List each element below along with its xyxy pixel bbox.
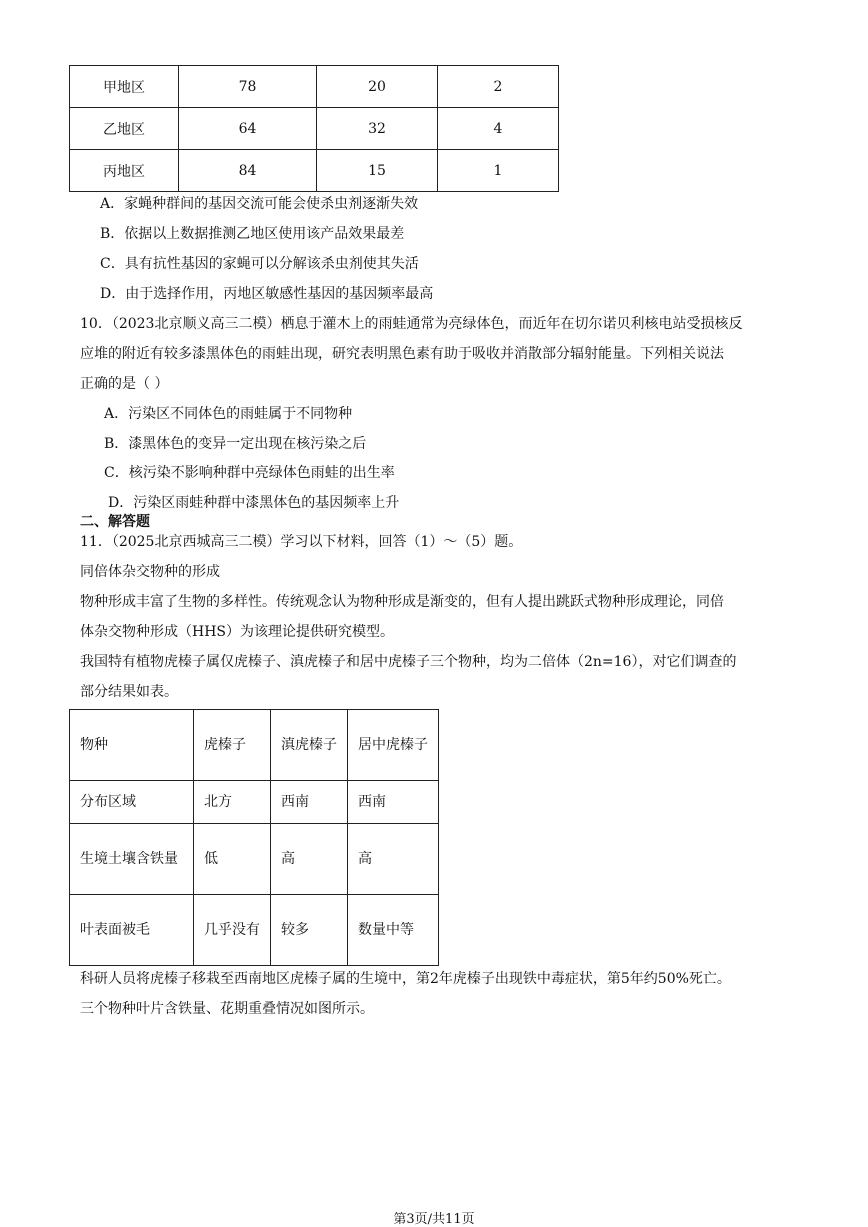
- material-paragraph-line: 三个物种叶片含铁量、花期重叠情况如图所示。: [80, 1001, 374, 1017]
- table-cell: 2: [438, 66, 559, 108]
- table-cell: 生境土壤含铁量: [70, 824, 194, 895]
- table-cell: 64: [179, 108, 317, 150]
- page-number: 第3页/共11页: [393, 1212, 475, 1227]
- table-row: [70, 66, 559, 108]
- table-cell: 20: [317, 66, 438, 108]
- table-cell: 低: [194, 824, 271, 895]
- q9-option-b: B．依据以上数据推测乙地区使用该产品效果最差: [100, 226, 405, 242]
- table-cell: 较多: [271, 895, 348, 966]
- material-paragraph-line: 部分结果如表。: [80, 684, 178, 700]
- species-table: [69, 709, 439, 966]
- table-cell: 丙地区: [70, 150, 179, 192]
- table-row: [70, 781, 439, 824]
- table-cell: 78: [179, 66, 317, 108]
- table-cell: 分布区域: [70, 781, 194, 824]
- table-cell: 虎榛子: [194, 710, 271, 781]
- table-cell: 北方: [194, 781, 271, 824]
- material-paragraph-line: 物种形成丰富了生物的多样性。传统观念认为物种形成是渐变的，但有人提出跳跃式物种形成理论，同倍: [80, 594, 724, 610]
- data-table-top: [69, 65, 559, 192]
- table-cell: 1: [438, 150, 559, 192]
- material-paragraph-line: 体杂交物种形成（HHS）为该理论提供研究模型。: [80, 624, 395, 640]
- table-cell: 高: [271, 824, 348, 895]
- table-cell: 滇虎榛子: [271, 710, 348, 781]
- table-row: [70, 150, 559, 192]
- table-cell: 叶表面被毛: [70, 895, 194, 966]
- table-cell: 居中虎榛子: [348, 710, 439, 781]
- q11-stem: 11．（2025北京西城高三二模）学习以下材料，回答（1）～（5）题。: [80, 534, 523, 550]
- table-cell: 32: [317, 108, 438, 150]
- table-cell: 15: [317, 150, 438, 192]
- table-cell: 物种: [70, 710, 194, 781]
- q9-option-a: A．家蝇种群间的基因交流可能会使杀虫剂逐渐失效: [100, 196, 419, 212]
- table-row: [70, 710, 439, 781]
- table-cell: 西南: [271, 781, 348, 824]
- q9-option-c: C．具有抗性基因的家蝇可以分解该杀虫剂使其失活: [100, 256, 419, 272]
- table-row: [70, 824, 439, 895]
- q10-stem-line: 应堆的附近有较多漆黑体色的雨蛙出现，研究表明黑色素有助于吸收并消散部分辐射能量。下列相关说法: [80, 346, 724, 362]
- q10-option-b: B．漆黑体色的变异一定出现在核污染之后: [104, 436, 367, 452]
- q10-stem-line: 正确的是（ ）: [80, 376, 169, 392]
- material-paragraph-line: 我国特有植物虎榛子属仅虎榛子、滇虎榛子和居中虎榛子三个物种，均为二倍体（2n=16），对它们调查的: [80, 654, 737, 670]
- material-paragraph-line: 科研人员将虎榛子移栽至西南地区虎榛子属的生境中，第2年虎榛子出现铁中毒症状，第5年约50%死亡。: [80, 971, 731, 987]
- q10-stem-line: 10．（2023北京顺义高三二模）栖息于灌木上的雨蛙通常为亮绿体色，而近年在切尔诺贝利核电站受损核反: [80, 316, 743, 332]
- table-cell: 甲地区: [70, 66, 179, 108]
- table-cell: 西南: [348, 781, 439, 824]
- q10-option-c: C．核污染不影响种群中亮绿体色雨蛙的出生率: [104, 465, 395, 481]
- material-title: 同倍体杂交物种的形成: [80, 564, 220, 580]
- q9-option-d: D．由于选择作用，丙地区敏感性基因的基因频率最高: [100, 286, 434, 302]
- table-cell: 高: [348, 824, 439, 895]
- q10-option-a: A．污染区不同体色的雨蛙属于不同物种: [104, 406, 353, 422]
- table-cell: 4: [438, 108, 559, 150]
- section-title: 二、解答题: [80, 514, 150, 530]
- table-row: [70, 108, 559, 150]
- q10-option-d: D．污染区雨蛙种群中漆黑体色的基因频率上升: [108, 495, 400, 511]
- table-cell: 乙地区: [70, 108, 179, 150]
- table-cell: 84: [179, 150, 317, 192]
- table-cell: 数量中等: [348, 895, 439, 966]
- table-cell: 几乎没有: [194, 895, 271, 966]
- table-row: [70, 895, 439, 966]
